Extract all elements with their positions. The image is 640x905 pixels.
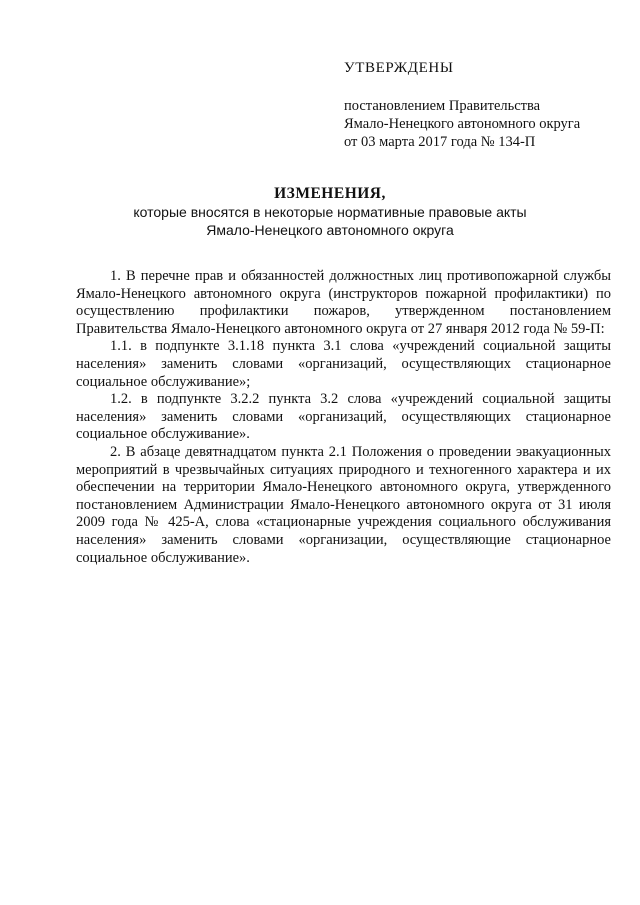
document-heading <box>60 184 600 239</box>
document-body <box>76 268 611 567</box>
document-subtitle-2: Ямало-Ненецкого автономного округа <box>206 222 454 238</box>
approval-line-1: постановлением Правительства <box>344 98 541 114</box>
approval-line-3: от 03 марта 2017 года № 134-П <box>344 134 536 150</box>
approval-stamp: УТВЕРЖДЕНЫ <box>344 60 454 76</box>
paragraph-2: 2. В абзаце девятнадцатом пункта 2.1 Положения о проведении эвакуационных мероприятий в чрезвычайных ситуациях природного и техногенного характера и их обеспечении на территории Ямало-Ненецкого автономного округа, утвержденного постановлением Администрации Ямало-Ненецкого автономного округа от 31 июля 2009 года № 425-А, слова «стационарные учреждения социального обслуживания населения» заменить словами «организации, осуществляющие стационарное социальное обслуживание». <box>76 443 611 566</box>
document-title: ИЗМЕНЕНИЯ, <box>274 185 386 202</box>
paragraph-1: 1. В перечне прав и обязанностей должностных лиц противопожарной службы Ямало-Ненецкого автономного округа (инструкторов пожарной профилактики) по осуществлению профилактики пожаров, утвержденном постановлением Правительства Ямало-Ненецкого автономного округа от 27 января 2012 года № 59-П: <box>76 268 611 337</box>
approval-block <box>344 60 614 151</box>
approval-line-2: Ямало-Ненецкого автономного округа <box>344 116 581 132</box>
document-subtitle-1: которые вносятся в некоторые нормативные правовые акты <box>133 204 527 220</box>
paragraph-1-1: 1.1. в подпункте 3.1.18 пункта 3.1 слова «учреждений социальной защиты населения» заменить словами «организаций, осуществляющих стационарное социальное обслуживание»; <box>76 338 611 390</box>
paragraph-1-2: 1.2. в подпункте 3.2.2 пункта 3.2 слова «учреждений социальной защиты населения» заменить словами «организаций, осуществляющих стационарное социальное обслуживание». <box>76 391 611 443</box>
